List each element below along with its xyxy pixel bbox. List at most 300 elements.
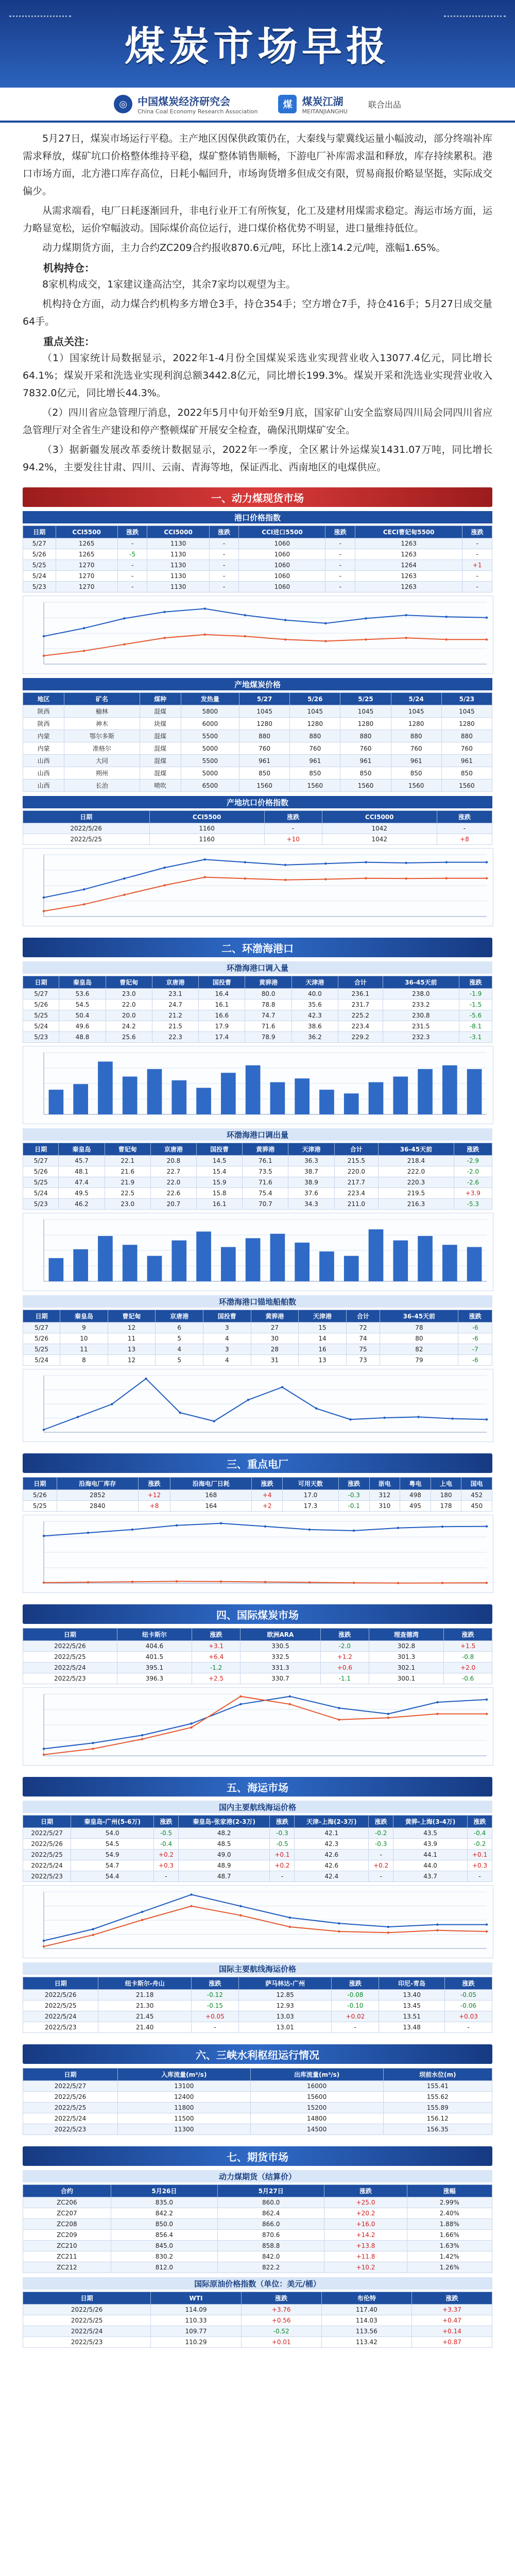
data-point — [338, 1930, 340, 1933]
data-point — [289, 1917, 291, 1919]
column-header: 5/24 — [391, 693, 441, 705]
table-cell: 1280 — [239, 718, 290, 730]
table-cell: +8 — [138, 1501, 170, 1512]
data-point — [239, 1696, 242, 1698]
table-cell: -2.6 — [454, 1177, 492, 1188]
table-cell: 73 — [346, 1355, 380, 1366]
logo-bar — [0, 88, 515, 123]
table-cell: 71.6 — [243, 1177, 288, 1188]
table-cell: 27 — [251, 1323, 299, 1333]
column-header: 可用天数 — [282, 1478, 338, 1490]
table-cell: 35.6 — [291, 999, 338, 1010]
table-row — [23, 2230, 492, 2241]
table-cell: 1270 — [56, 571, 117, 582]
table-cell: 44.0 — [393, 1860, 468, 1871]
table-cell: 231.7 — [338, 999, 383, 1010]
table-cell: 858.8 — [218, 2241, 324, 2251]
table-cell: 15.8 — [197, 1188, 243, 1199]
table-cell: 850 — [239, 767, 290, 779]
table-cell: 223.4 — [338, 1021, 383, 1032]
column-header: 天津港 — [288, 1143, 334, 1156]
bar — [221, 1247, 236, 1281]
table-cell: 5/27 — [23, 1323, 60, 1333]
port-index-table — [23, 526, 492, 592]
table-cell: +0.87 — [412, 2337, 492, 2348]
table-cell: 880 — [340, 730, 391, 742]
table-cell: 760 — [290, 742, 340, 755]
table-cell: 20.8 — [150, 1156, 196, 1166]
table-row — [23, 1021, 492, 1032]
table-cell: 17.4 — [199, 1032, 245, 1043]
table-cell: 20.0 — [106, 1010, 152, 1021]
table-cell: 2022/5/26 — [23, 2092, 118, 2103]
table-cell: 21.40 — [98, 2022, 191, 2033]
bohai-ship-table — [23, 1310, 492, 1366]
data-point — [441, 1526, 443, 1528]
table-row — [23, 2113, 492, 2124]
table-cell: 1060 — [239, 582, 325, 592]
table-cell: 13.48 — [379, 2022, 445, 2033]
data-point — [163, 637, 165, 639]
table-cell: 2840 — [57, 1501, 138, 1512]
column-header: 天津-上海(2-3万) — [295, 1816, 369, 1828]
table-title: 港口价格指数 — [23, 511, 492, 523]
column-header: 5月27日 — [218, 2185, 324, 2197]
intl-coal-chart — [23, 1687, 493, 1766]
data-point — [486, 1418, 488, 1420]
table-row — [23, 989, 492, 999]
table-cell: 2022/5/25 — [23, 2103, 118, 2113]
table-cell: 15.9 — [197, 1177, 243, 1188]
bohai-in-table — [23, 976, 492, 1043]
column-header: 沿海电厂库存 — [57, 1478, 138, 1490]
table-cell: 760 — [391, 742, 441, 755]
series-line — [44, 1894, 487, 1941]
bar — [73, 1249, 88, 1281]
table-cell: ZC208 — [23, 2219, 111, 2230]
data-point — [324, 622, 327, 624]
table-cell: 223.4 — [334, 1188, 379, 1199]
table-cell: ZC211 — [23, 2251, 111, 2262]
table-cell: 5 — [156, 1355, 203, 1366]
table-cell: 11300 — [117, 2124, 250, 2135]
co-produced: 联合出品 — [368, 99, 401, 110]
table-cell: 混煤 — [140, 767, 181, 779]
table-cell: 12 — [108, 1323, 156, 1333]
table-cell: -5.6 — [459, 1010, 492, 1021]
table-cell: 74 — [346, 1333, 380, 1344]
table-cell: 1560 — [340, 779, 391, 792]
table-cell: 21.2 — [152, 1010, 198, 1021]
table-cell: 48.5 — [178, 1839, 270, 1850]
table-cell: 835.0 — [111, 2197, 217, 2208]
header-banner — [0, 0, 515, 88]
table-cell: -6 — [458, 1333, 492, 1344]
table-cell: 5/26 — [23, 1490, 57, 1501]
summary-text — [0, 123, 515, 476]
table-cell: 大同 — [64, 755, 140, 767]
column-header: CCI进口5500 — [239, 526, 325, 538]
data-point — [220, 1522, 222, 1524]
table-cell: 2022/5/26 — [23, 823, 150, 834]
data-point — [365, 877, 367, 879]
table-cell: 1060 — [239, 538, 325, 549]
table-cell: - — [325, 549, 355, 560]
table-cell: 220.3 — [379, 1177, 454, 1188]
table-cell: 54.5 — [71, 1839, 154, 1850]
table-cell: 5/25 — [23, 1010, 59, 1021]
table-row — [23, 1990, 492, 2001]
data-point — [141, 1734, 143, 1736]
table-cell: 42.3 — [295, 1839, 369, 1850]
table-cell: 6000 — [181, 718, 239, 730]
table-cell: 961 — [239, 755, 290, 767]
column-header: 36-45天前 — [380, 1310, 458, 1323]
table-cell: 21.9 — [105, 1177, 150, 1188]
table-cell: 1130 — [147, 582, 209, 592]
column-header: 涨跌 — [241, 2292, 321, 2304]
column-header: 涨跌 — [338, 1478, 369, 1490]
table-row — [23, 999, 492, 1010]
table-cell: -2.0 — [320, 1641, 369, 1652]
table-row — [23, 2219, 492, 2230]
table-cell: 24.2 — [106, 1021, 152, 1032]
data-point — [190, 1726, 192, 1728]
table-title: 产地煤炭价格 — [23, 678, 492, 690]
port-index-chart — [23, 596, 493, 674]
table-cell: 1130 — [147, 571, 209, 582]
table-cell: 15.4 — [197, 1166, 243, 1177]
data-point — [213, 1420, 215, 1422]
column-header: 秦皇岛 — [59, 1143, 105, 1156]
table-row — [23, 1490, 492, 1501]
table-cell: 164 — [170, 1501, 252, 1512]
table-cell: -1.2 — [192, 1663, 241, 1673]
table-cell: 14500 — [250, 2124, 383, 2135]
data-point — [220, 1581, 222, 1583]
data-point — [387, 1926, 389, 1928]
table-title: 国际主要航线海运价格 — [23, 1962, 492, 1975]
table-cell: -0.5 — [154, 1828, 179, 1839]
mtjh-sub: MEITANJIANGHU — [302, 108, 348, 115]
table-cell: 78.8 — [245, 999, 291, 1010]
news-heading: 重点关注： — [43, 335, 95, 348]
table-cell: +0.3 — [468, 1860, 492, 1871]
table-row — [23, 538, 492, 549]
table-cell: - — [444, 2022, 492, 2033]
data-point — [204, 607, 206, 609]
table-cell: 42.1 — [295, 1828, 369, 1839]
column-header: 涨跌 — [458, 1310, 492, 1323]
column-header: 合计 — [338, 976, 383, 989]
table-cell: 238.0 — [383, 989, 459, 999]
institution-text: 8家机构成交，1家建议逢高沽空，其余7家均以观望为主。 — [42, 279, 296, 290]
data-point — [387, 1931, 389, 1934]
table-cell: 1560 — [391, 779, 441, 792]
table-cell: 48.8 — [59, 1032, 106, 1043]
table-cell: - — [264, 823, 322, 834]
table-cell: 2022/5/25 — [23, 1652, 117, 1663]
table-cell: 404.6 — [117, 1641, 192, 1652]
table-cell: 34.3 — [288, 1199, 334, 1210]
table-cell: 5500 — [181, 755, 239, 767]
data-point — [289, 1696, 291, 1698]
bar — [196, 1088, 211, 1114]
table-cell: 5800 — [181, 705, 239, 718]
bohai-ship-chart — [23, 1369, 493, 1442]
table-cell: -0.4 — [468, 1828, 492, 1839]
table-cell: 长治 — [64, 779, 140, 792]
table-cell: 300.1 — [369, 1673, 444, 1684]
intro-para: 动力煤期货方面，主力合约ZC209合约报收870.6元/吨，环比上涨14.2元/吨，涨幅1.65%。 — [42, 242, 446, 253]
table-cell: 302.8 — [369, 1641, 444, 1652]
column-header: 5/26 — [290, 693, 340, 705]
column-header: 出库流量(m³/s) — [250, 2069, 383, 2081]
bar — [369, 1229, 384, 1281]
table-cell: 5/25 — [23, 1501, 57, 1512]
table-cell: 156.35 — [383, 2124, 492, 2135]
data-point — [284, 864, 286, 866]
table-cell: 301.3 — [369, 1652, 444, 1663]
ccera-logo — [114, 93, 258, 115]
bar — [171, 1241, 186, 1281]
table-cell: 9 — [60, 1323, 108, 1333]
table-cell: 1270 — [56, 582, 117, 592]
column-header: 涨跌 — [437, 811, 492, 823]
table-row — [23, 1652, 492, 1663]
table-cell: 114.03 — [321, 2315, 411, 2326]
table-cell: -0.3 — [369, 1839, 393, 1850]
table-cell: 870.6 — [218, 2230, 324, 2241]
data-point — [436, 1701, 438, 1703]
table-cell: +0.1 — [468, 1850, 492, 1860]
table-cell: 155.89 — [383, 2103, 492, 2113]
data-point — [163, 611, 165, 613]
table-cell: 朔州 — [64, 767, 140, 779]
table-cell: 22.0 — [106, 999, 152, 1010]
table-cell: 330.5 — [240, 1641, 320, 1652]
table-row — [23, 2251, 492, 2262]
bar — [49, 1090, 64, 1114]
bar — [344, 1256, 359, 1281]
table-cell: 48.1 — [59, 1166, 105, 1177]
table-cell: 喷吹 — [140, 779, 181, 792]
column-header: 国投曹 — [197, 1143, 243, 1156]
column-header: 黄骅港 — [245, 976, 291, 989]
bar — [467, 1069, 482, 1114]
data-point — [204, 858, 206, 860]
data-point — [123, 877, 125, 879]
data-point — [349, 1418, 351, 1420]
column-header: 涨跌 — [325, 526, 355, 538]
table-cell: 块煤 — [140, 718, 181, 730]
table-cell: 2022/5/23 — [23, 2124, 118, 2135]
table-cell: 42.3 — [291, 1010, 338, 1021]
table-cell: 156.12 — [383, 2113, 492, 2124]
table-cell: - — [117, 560, 147, 571]
table-row — [23, 2262, 492, 2273]
table-cell: 16.1 — [197, 1199, 243, 1210]
column-header: CCI5500 — [149, 811, 264, 823]
table-cell: 17.0 — [282, 1490, 338, 1501]
table-cell: 2022/5/24 — [23, 1663, 117, 1673]
table-cell: 225.2 — [338, 1010, 383, 1021]
table-cell: 10 — [60, 1333, 108, 1344]
table-cell: 856.4 — [111, 2230, 217, 2241]
column-header: 涨跌 — [324, 2185, 407, 2197]
table-cell: 43.7 — [393, 1871, 468, 1882]
table-cell: -0.3 — [338, 1490, 369, 1501]
table-cell: 2022/5/25 — [23, 2001, 98, 2011]
table-cell: 11800 — [117, 2103, 250, 2113]
column-header: 坝前水位(m) — [383, 2069, 492, 2081]
bar — [246, 1238, 261, 1281]
table-cell: -5 — [117, 549, 147, 560]
table-row — [23, 1850, 492, 1860]
data-point — [338, 1719, 340, 1721]
table-cell: 40.0 — [291, 989, 338, 999]
table-row — [23, 705, 492, 718]
data-point — [436, 1929, 438, 1931]
bar — [393, 1077, 408, 1114]
table-cell: -0.12 — [191, 1990, 238, 2001]
table-cell: 1045 — [290, 705, 340, 718]
table-cell: 17.9 — [199, 1021, 245, 1032]
table-cell: 内蒙 — [23, 742, 64, 755]
table-cell: 榆林 — [64, 705, 140, 718]
table-cell: 49.0 — [178, 1850, 270, 1860]
bar — [369, 1082, 384, 1114]
table-cell: 1560 — [290, 779, 340, 792]
table-cell: 961 — [340, 755, 391, 767]
table-cell: +3.37 — [412, 2304, 492, 2315]
column-header: 涨跌 — [468, 1816, 492, 1828]
table-cell: +0.2 — [270, 1860, 295, 1871]
table-cell: 222.0 — [379, 1166, 454, 1177]
table-cell: 25.6 — [106, 1032, 152, 1043]
data-point — [179, 1412, 181, 1414]
table-cell: 2022/5/24 — [23, 2326, 151, 2337]
table-row — [23, 1032, 492, 1043]
table-cell: 812.0 — [111, 2262, 217, 2273]
table-cell: 302.1 — [369, 1663, 444, 1673]
data-point — [87, 1532, 89, 1534]
table-cell: 1280 — [391, 718, 441, 730]
table-cell: +0.05 — [191, 2011, 238, 2022]
bohai-in-chart — [23, 1046, 493, 1124]
table-cell: 1263 — [355, 549, 462, 560]
data-point — [92, 1928, 94, 1930]
bar — [147, 1069, 162, 1114]
table-cell: 450 — [461, 1501, 492, 1512]
table-cell: 1160 — [149, 834, 264, 845]
bar — [418, 1069, 433, 1114]
table-cell: ZC207 — [23, 2208, 111, 2219]
table-cell: 2852 — [57, 1490, 138, 1501]
table-cell: - — [191, 2022, 238, 2033]
table-cell: 16 — [299, 1344, 347, 1355]
table-cell: 961 — [391, 755, 441, 767]
data-point — [247, 1399, 249, 1401]
table-cell: -1.9 — [459, 989, 492, 999]
table-cell: 21.30 — [98, 2001, 191, 2011]
table-cell: 5/23 — [23, 1199, 59, 1210]
table-header-row — [23, 976, 492, 989]
table-header-row — [23, 811, 492, 823]
table-cell: - — [209, 549, 239, 560]
table-cell: -0.52 — [241, 2326, 321, 2337]
table-cell: 495 — [400, 1501, 431, 1512]
table-row — [23, 582, 492, 592]
table-cell: 22.7 — [150, 1166, 196, 1177]
data-point — [365, 861, 367, 863]
table-cell: 1.88% — [407, 2219, 492, 2230]
table-cell: - — [325, 560, 355, 571]
oil-table — [23, 2292, 492, 2348]
table-cell: 45.7 — [59, 1156, 105, 1166]
table-cell: 2022/5/23 — [23, 1673, 117, 1684]
table-cell: 1.26% — [407, 2262, 492, 2273]
table-cell: 13.45 — [379, 2001, 445, 2011]
table-cell: - — [209, 571, 239, 582]
table-title: 国内主要航线海运价格 — [23, 1801, 492, 1813]
data-point — [111, 1403, 113, 1405]
table-cell: 452 — [461, 1490, 492, 1501]
column-header: 日期 — [23, 526, 56, 538]
table-cell: 2022/5/24 — [23, 1860, 71, 1871]
table-row — [23, 1871, 492, 1882]
bar — [98, 1061, 113, 1114]
table-cell: 44.1 — [393, 1850, 468, 1860]
table-cell: 155.41 — [383, 2081, 492, 2092]
table-cell: 1280 — [290, 718, 340, 730]
data-point — [445, 616, 448, 618]
table-row — [23, 1333, 492, 1344]
table-cell: 71.6 — [245, 1021, 291, 1032]
news-item: （3）据新疆发展改革委统计数据显示，2022年一季度，全区累计外运煤炭1431.07万吨，同比增长94.2%，主要发往甘肃、四川、云南、青海等地，保证西北、西南地区的电煤供应。 — [23, 444, 492, 473]
column-header: 煤种 — [140, 693, 181, 705]
table-cell: 5000 — [181, 742, 239, 755]
table-cell: 220.0 — [334, 1166, 379, 1177]
table-cell: 1560 — [239, 779, 290, 792]
bar — [270, 1234, 285, 1281]
section-title: 三、重点电厂 — [23, 1453, 492, 1473]
data-point — [308, 1529, 311, 1531]
table-row — [23, 1344, 492, 1355]
series-line — [44, 635, 487, 656]
table-cell: -0.1 — [338, 1501, 369, 1512]
table-cell: 1130 — [147, 538, 209, 549]
data-point — [405, 877, 407, 879]
table-row — [23, 1828, 492, 1839]
data-point — [365, 617, 367, 619]
table-header-row — [23, 1629, 492, 1641]
table-cell: 233.2 — [383, 999, 459, 1010]
bar — [196, 1231, 211, 1281]
table-cell: -8.1 — [459, 1021, 492, 1032]
table-cell: +0.56 — [241, 2315, 321, 2326]
table-cell: 850.0 — [111, 2219, 217, 2230]
column-header: 涨跌 — [154, 1816, 179, 1828]
table-cell: 2022/5/26 — [23, 1839, 71, 1850]
series-line — [44, 1697, 487, 1755]
table-cell: 1045 — [239, 705, 290, 718]
series-line — [44, 1697, 487, 1749]
table-cell: 4 — [156, 1344, 203, 1355]
table-cell: 5/27 — [23, 1156, 59, 1166]
table-cell: 山西 — [23, 755, 64, 767]
table-cell: 216.3 — [379, 1199, 454, 1210]
